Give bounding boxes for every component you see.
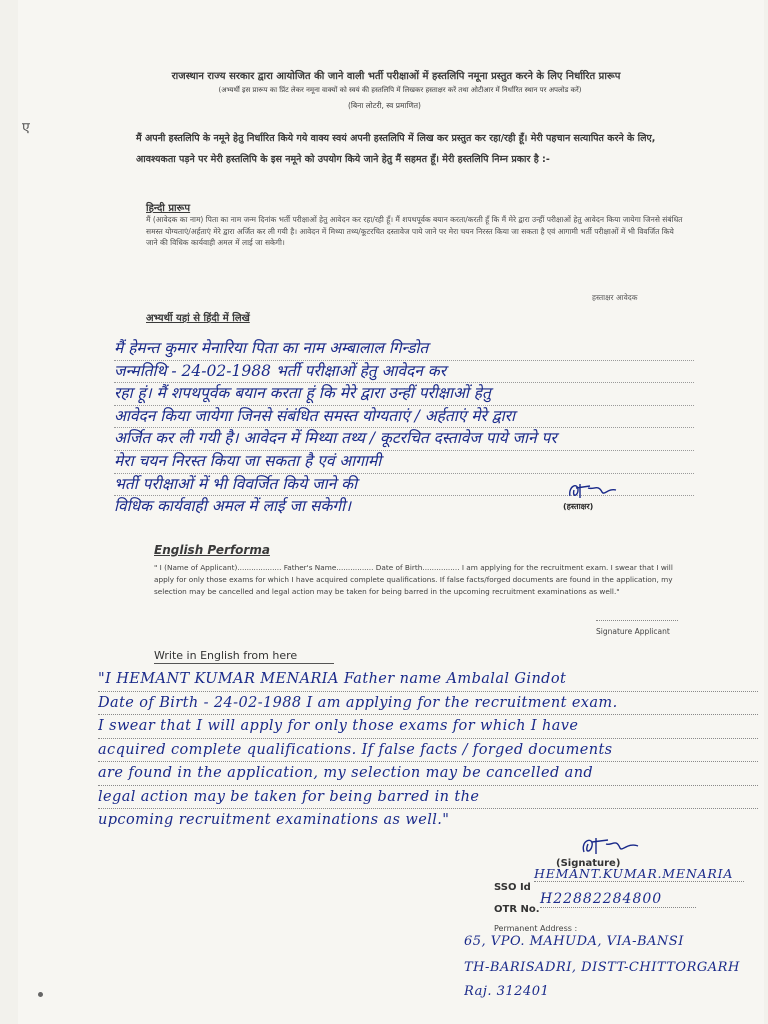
- declaration-text: मैं अपनी हस्तलिपि के नमूने हेतु निर्धारित किये गये वाक्य स्वयं अपनी हस्तलिपि में लिख कर प्रस्तुत कर रहा/रही हूँ। मेरी पहचान सत्यापित करने के लिए, आवश्यकता पड़ने पर मेरी हस्तलिपि के इस नमूने को उपयोग किये जाने हेतु मैं सहमत हूँ। मेरी हस्तलिपि निम्न प्रकार है :-: [136, 133, 656, 165]
- english-handwritten-line: "I HEMANT KUMAR MENARIA Father name Ambalal Gindot: [98, 668, 758, 692]
- english-handwritten-line: acquired complete qualifications. If false facts / forged documents: [98, 739, 758, 763]
- english-handwritten-line: Date of Birth - 24-02-1988 I am applying for the recruitment exam.: [98, 692, 758, 716]
- sso-id-value: HEMANT.KUMAR.MENARIA: [534, 866, 744, 882]
- document-page: [18, 0, 764, 1024]
- english-write-label: Write in English from here: [154, 649, 298, 662]
- hindi-signature-scribble: [564, 478, 624, 502]
- otr-no-value: H22882284800: [540, 891, 696, 908]
- hindi-handwritten-line: मेरा चयन निरस्त किया जा सकता है एवं आगामी: [114, 451, 694, 474]
- header-note: (बिना लोटरी, स्व प्रमाणित): [348, 101, 421, 110]
- sso-id-label: SSO Id: [494, 882, 531, 893]
- address-line: 65, VPO. MAHUDA, VIA-BANSI: [464, 934, 684, 949]
- english-handwritten-line: upcoming recruitment examinations as well.": [98, 812, 450, 828]
- margin-dot: [38, 992, 43, 997]
- english-write-underline: [154, 663, 334, 664]
- hindi-proforma-text: मैं (आवेदक का नाम) पिता का नाम जन्म दिनांक भर्ती परीक्षाओं हेतु आवेदन कर रहा/रही हूँ। मैं शपथपूर्वक बयान करता/करती हूँ कि मैं मेरे द्वारा उन्हीं परीक्षाओं हेतु आवेदन किया जायेगा जिनसे संबंधित समस्त योग्यताएं/अर्हताएं मेरे द्वारा अर्जित कर ली गयी है। आवेदन में मिथ्या तथ्य/कूटरचित दस्तावेज पाये जाने पर मेरा चयन निरस्त किया जा सकता है एवं आगामी भर्ती परीक्षाओं में भी विवर्जित किये जाने की विधिक कार्यवाही अमल में लाई जा सकेगी।: [146, 215, 683, 247]
- signature-line: [596, 620, 678, 621]
- english-handwritten-line: legal action may be taken for being barred in the: [98, 786, 758, 810]
- english-proforma-text: " I (Name of Applicant)................... Father's Name................ Date of Birth................ I am applying for the recruitment exam. I swear that I will apply for only those exams for which I have acquired complete qualifications. If false facts/forged documents are found in the application, my selection may be cancelled and legal action may be taken for being barred in the upcoming recruitment examinations as well.": [154, 563, 673, 596]
- permanent-address-label: Permanent Address :: [494, 924, 578, 933]
- hindi-proforma-title: हिन्दी प्रारूप: [146, 203, 191, 214]
- hindi-handwritten-line: भर्ती परीक्षाओं में भी विवर्जित किये जाने की: [114, 474, 694, 497]
- english-proforma-signature-label: Signature Applicant: [596, 627, 670, 636]
- hindi-proforma-signature-label: हस्ताक्षर आवेदक: [592, 293, 638, 302]
- otr-no-label: OTR No.: [494, 904, 540, 915]
- header-instructions: (अभ्यर्थी इस प्रारूप का प्रिंट लेकर नमूना वाक्यों को स्वयं की हस्तलिपि में लिखकर हस्ताक्षर करें तथा ओटीआर में निर्धारित स्थान पर अपलोड करें): [218, 86, 582, 94]
- english-proforma-title: English Performa: [154, 543, 270, 557]
- hindi-handwritten-line: विधिक कार्यवाही अमल में लाई जा सकेगी।: [114, 497, 351, 516]
- hindi-write-label: अभ्यर्थी यहां से हिंदी में लिखें: [146, 313, 250, 324]
- address-line: TH-BARISADRI, DISTT-CHITTORGARH: [464, 960, 740, 975]
- address-line: Raj. 312401: [464, 984, 550, 999]
- hindi-handwritten-line: अर्जित कर ली गयी है। आवेदन में मिथ्या तथ्य / कूटरचित दस्तावेज पाये जाने पर: [114, 428, 694, 451]
- header-title: राजस्थान राज्य सरकार द्वारा आयोजित की जाने वाली भर्ती परीक्षाओं में हस्तलिपि नमूना प्रस्तुत करने के लिए निर्धारित प्रारूप: [171, 71, 621, 82]
- english-handwritten-line: I swear that I will apply for only those exams for which I have: [98, 715, 758, 739]
- margin-mark: ए: [22, 120, 30, 136]
- hindi-handwritten-line: जन्मतिथि - 24-02-1988 भर्ती परीक्षाओं हेतु आवेदन कर: [114, 361, 694, 384]
- hindi-signature-label: (हस्ताक्षर): [563, 502, 594, 511]
- hindi-handwritten-line: आवेदन किया जायेगा जिनसे संबंधित समस्त योग्यताएं / अर्हताएं मेरे द्वारा: [114, 406, 694, 429]
- hindi-handwritten-line: रहा हूं। मैं शपथपूर्वक बयान करता हूं कि मेरे द्वारा उन्हीं परीक्षाओं हेतु: [114, 383, 694, 406]
- english-signature-scribble: [576, 832, 646, 858]
- hindi-handwritten-line: मैं हेमन्त कुमार मेनारिया पिता का नाम अम्बालाल गिन्डोत: [114, 338, 694, 361]
- english-signature-label: (Signature): [556, 858, 621, 869]
- english-handwritten-block: [98, 668, 768, 832]
- english-handwritten-line: are found in the application, my selection may be cancelled and: [98, 762, 758, 786]
